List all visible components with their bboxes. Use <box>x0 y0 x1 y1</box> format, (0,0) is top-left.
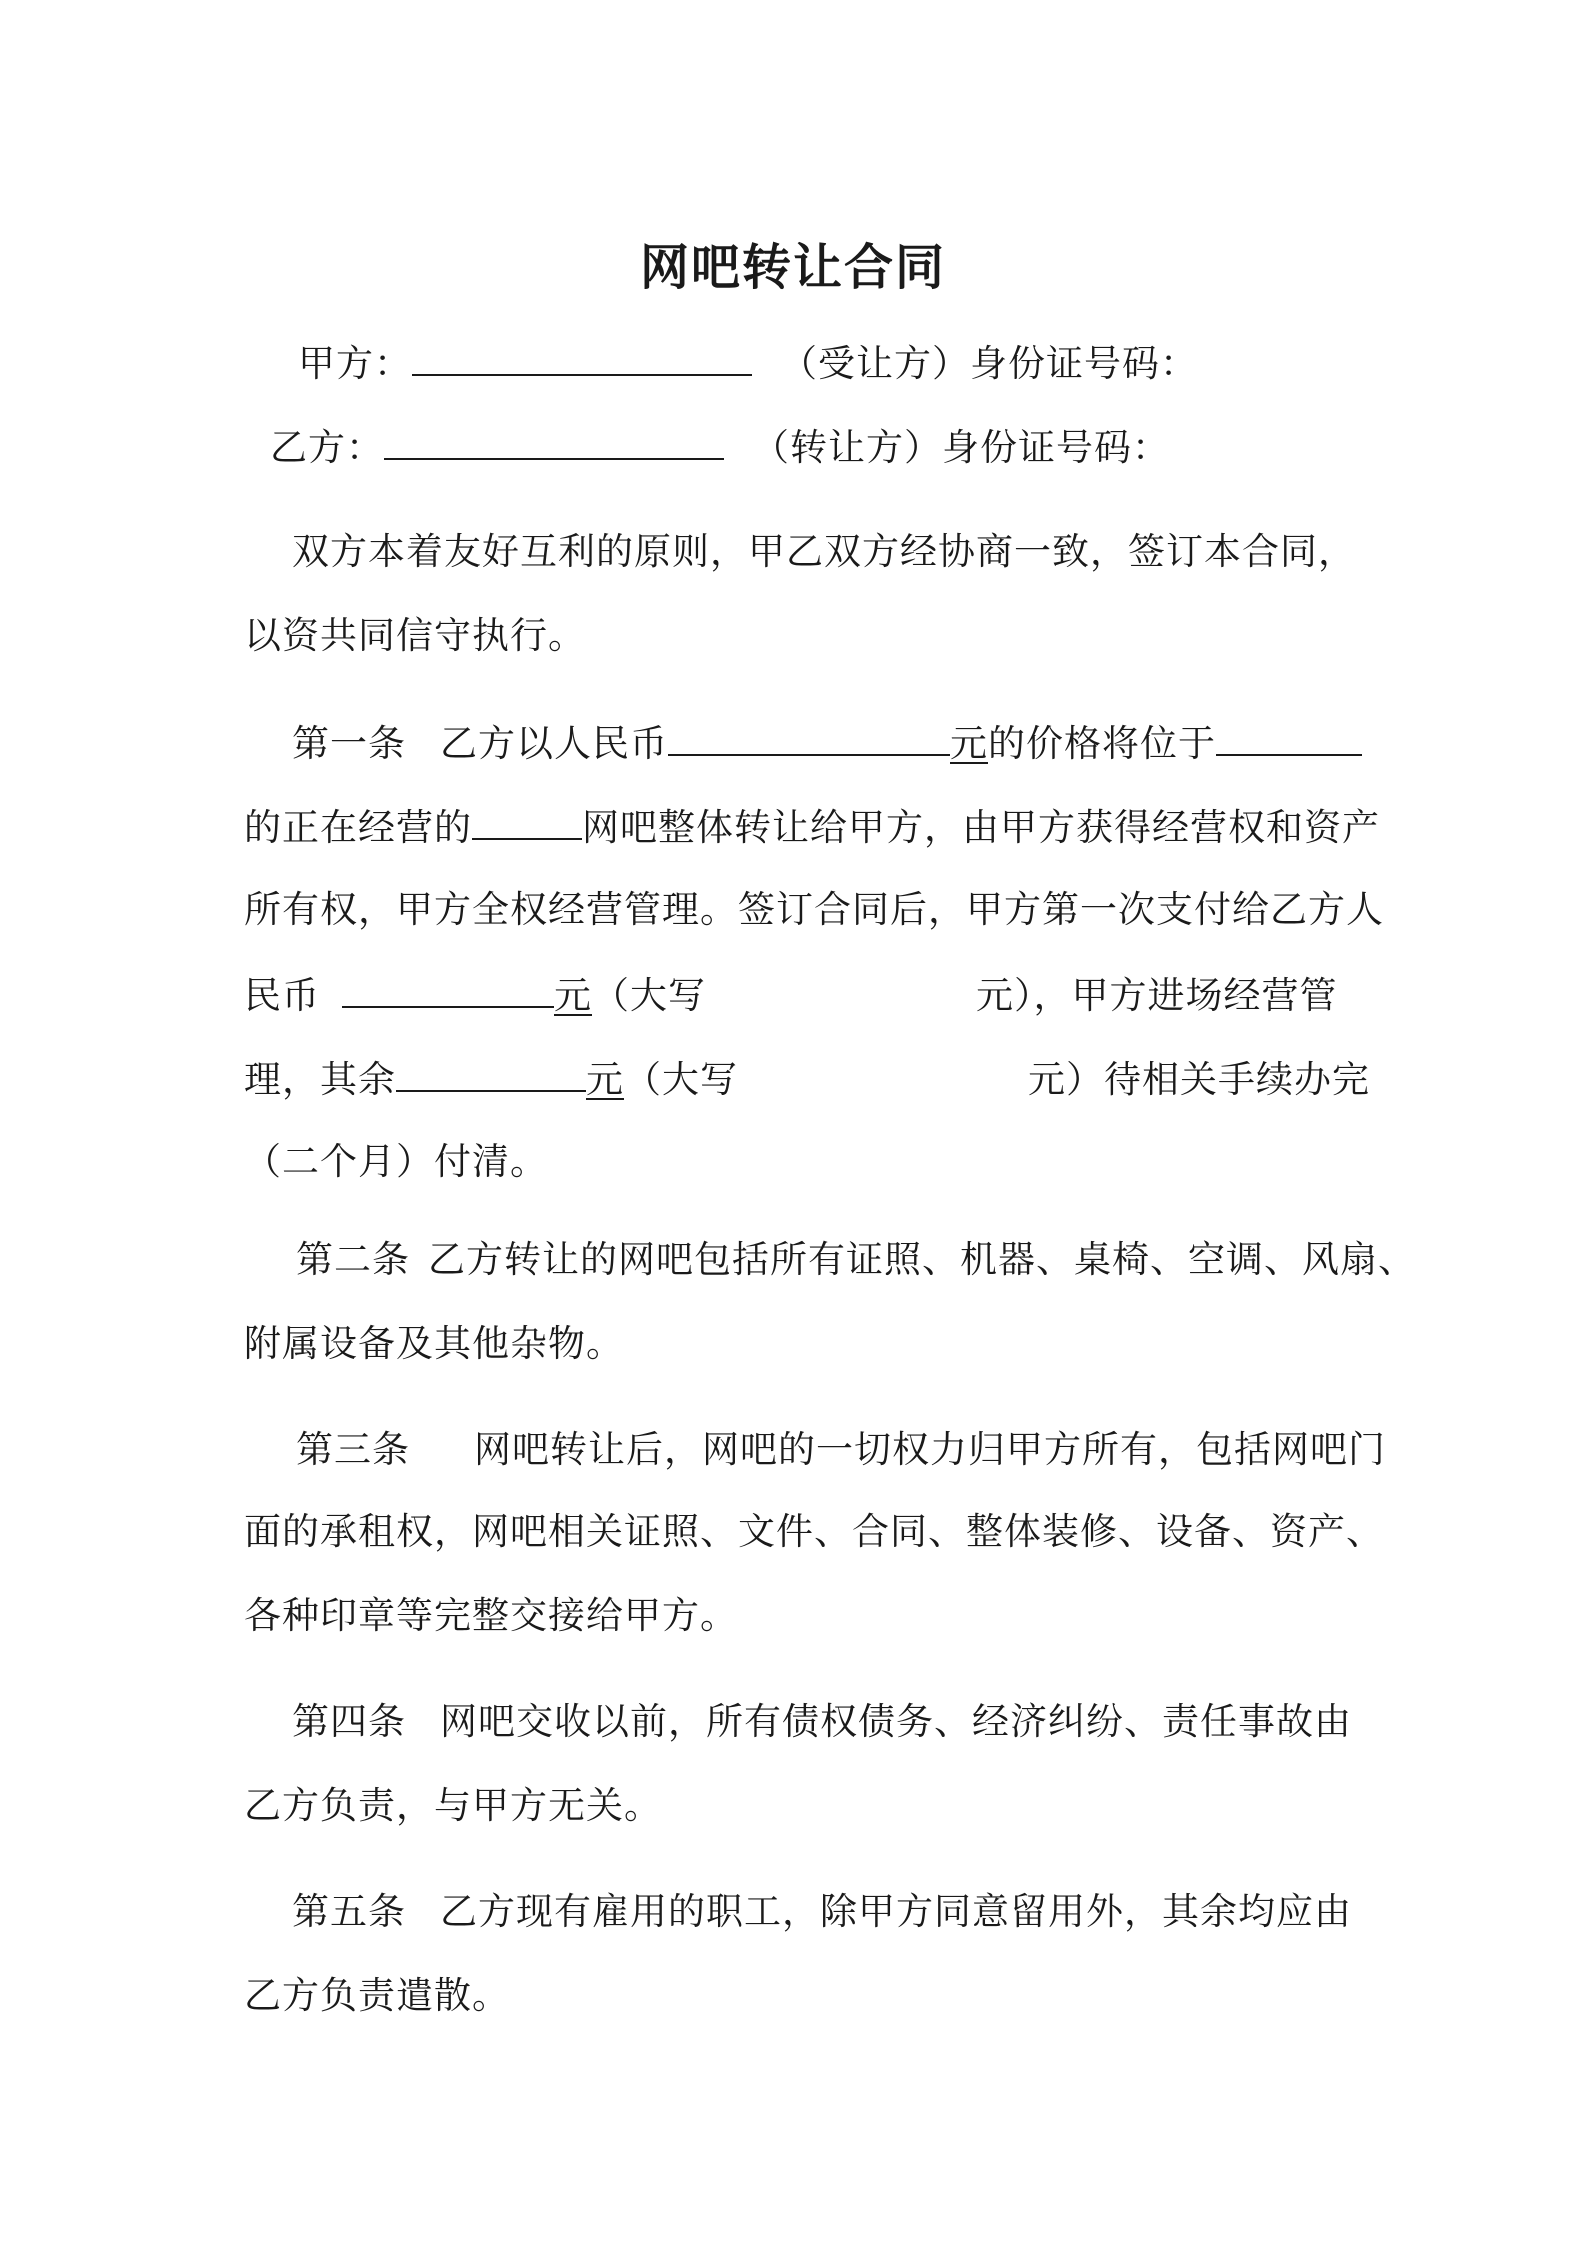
article1-text: 民币 <box>244 974 320 1017</box>
party-b-line <box>270 418 1170 476</box>
party-a-name-blank <box>412 334 752 376</box>
article3-line-2: 面的承租权，网吧相关证照、文件、合同、整体装修、设备、资产、 <box>244 1510 1384 1553</box>
article1-text: （大写 <box>624 1058 738 1101</box>
first-payment-blank <box>342 966 554 1008</box>
yuan-unit: 元 <box>554 974 592 1017</box>
party-b-role-id: （转让方）身份证号码： <box>752 426 1170 469</box>
article2-heading: 第二条 <box>296 1238 410 1281</box>
price-blank <box>668 714 950 756</box>
article1-text: 乙方以人民币 <box>440 722 668 765</box>
article4-line-1 <box>292 1694 1352 1750</box>
article5-line-2: 乙方负责遣散。 <box>244 1974 510 2017</box>
article5-text: 乙方现有雇用的职工，除甲方同意留用外，其余均应由 <box>440 1890 1352 1933</box>
page-title: 网吧转让合同 <box>639 238 946 296</box>
location-blank <box>1216 714 1362 756</box>
netcafe-name-blank <box>472 798 582 840</box>
article1-line-1 <box>292 714 1362 772</box>
party-a-label: 甲方： <box>298 342 412 385</box>
party-b-name-blank <box>384 418 724 460</box>
party-a-line <box>298 334 1198 392</box>
article1-line-6: （二个月）付清。 <box>244 1140 548 1183</box>
preamble-line-2: 以资共同信守执行。 <box>244 614 586 657</box>
article4-text: 网吧交收以前，所有债权债务、经济纠纷、责任事故由 <box>440 1700 1352 1743</box>
article5-heading: 第五条 <box>292 1890 406 1933</box>
article1-text: 理，其余 <box>244 1058 396 1101</box>
article3-line-3: 各种印章等完整交接给甲方。 <box>244 1594 738 1637</box>
article1-text: 网吧整体转让给甲方，由甲方获得经营权和资产 <box>582 806 1380 849</box>
article1-line-5 <box>244 1050 1370 1108</box>
remaining-payment-blank <box>396 1050 586 1092</box>
article5-line-1 <box>292 1884 1352 1940</box>
article2-line-2: 附属设备及其他杂物。 <box>244 1322 624 1365</box>
article2-line-1 <box>296 1232 1416 1288</box>
party-a-role-id: （受让方）身份证号码： <box>780 342 1198 385</box>
article2-text: 乙方转让的网吧包括所有证照、机器、桌椅、空调、风扇、 <box>428 1238 1416 1281</box>
article1-line-4 <box>244 966 1338 1024</box>
article3-line-1 <box>296 1422 1386 1478</box>
article4-line-2: 乙方负责，与甲方无关。 <box>244 1784 662 1827</box>
article1-text: 的正在经营的 <box>244 806 472 849</box>
article4-heading: 第四条 <box>292 1700 406 1743</box>
article3-heading: 第三条 <box>296 1428 410 1471</box>
article1-line-3: 所有权，甲方全权经营管理。签订合同后，甲方第一次支付给乙方人 <box>244 888 1384 931</box>
article1-text: 元），甲方进场经营管 <box>976 974 1338 1017</box>
yuan-unit: 元 <box>950 722 988 765</box>
article1-text: （大写 <box>592 974 706 1017</box>
preamble-line-1: 双方本着友好互利的原则，甲乙双方经协商一致，签订本合同， <box>292 530 1356 573</box>
party-b-label: 乙方： <box>270 426 384 469</box>
article1-text: 元）待相关手续办完 <box>1028 1058 1370 1101</box>
yuan-unit: 元 <box>586 1058 624 1101</box>
article1-heading: 第一条 <box>292 722 406 765</box>
article1-text: 的价格将位于 <box>988 722 1216 765</box>
article3-text: 网吧转让后，网吧的一切权力归甲方所有，包括网吧门 <box>474 1428 1386 1471</box>
article1-line-2 <box>244 798 1380 856</box>
